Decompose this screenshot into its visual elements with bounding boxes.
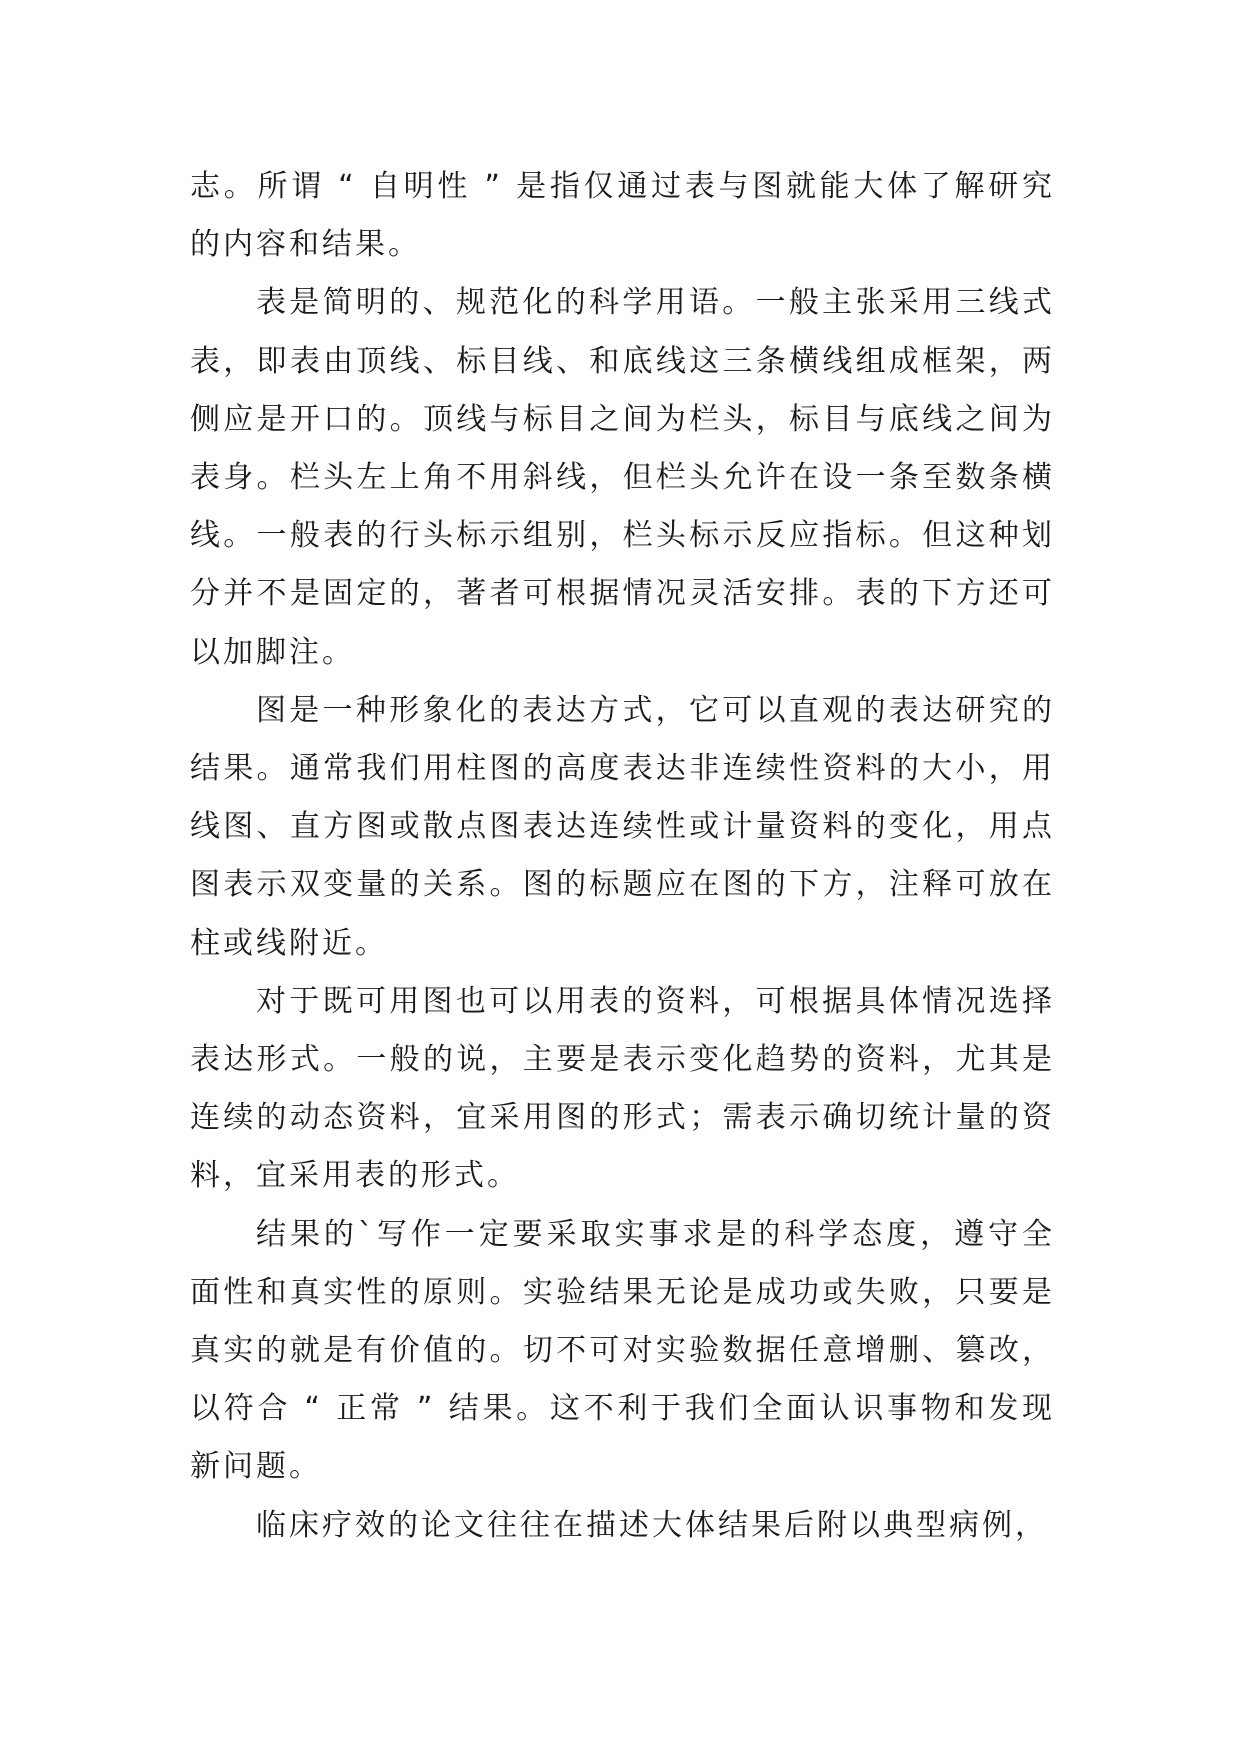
paragraph-figures: 图是一种形象化的表达方式，它可以直观的表达研究的结果。通常我们用柱图的高度表达非连续性资料的大小，用线图、直方图或散点图表达连续性或计量资料的变化，用点图表示双变量的关系。图的标题应在图的下方，注释可放在柱或线附近。 [190, 692, 1055, 961]
paragraph-choice: 对于既可用图也可以用表的资料，可根据具体情况选择表达形式。一般的说，主要是表示变化趋势的资料，尤其是连续的动态资料，宜采用图的形式；需表示确切统计量的资料，宜采用表的形式。 [190, 983, 1055, 1194]
paragraph-continuation: 志。所谓 “ 自明性 ” 是指仅通过表与图就能大体了解研究的内容和结果。 [190, 169, 1055, 263]
paragraph-clinical-cases: 临床疗效的论文往往在描述大体结果后附以典型病例， [256, 1507, 1048, 1543]
paragraph-tables: 表是简明的、规范化的科学用语。一般主张采用三线式表，即表由顶线、标目线、和底线这三条横线组成框架，两侧应是开口的。顶线与标目之间为栏头，标目与底线之间为表身。栏头左上角不用斜线，但栏头允许在设一条至数条横线。一般表的行头标示组别，栏头标示反应指标。但这种划分并不是固定的，著者可根据情况灵活安排。表的下方还可以加脚注。 [190, 285, 1055, 670]
document-body [190, 158, 1055, 1555]
paragraph-writing-attitude: 结果的`写作一定要采取实事求是的科学态度，遵守全面性和真实性的原则。实验结果无论是成功或失败，只要是真实的就是有价值的。切不可对实验数据任意增删、篡改，以符合 “ 正常 ” 结果。这不利于我们全面认识事物和发现新问题。 [190, 1216, 1055, 1485]
